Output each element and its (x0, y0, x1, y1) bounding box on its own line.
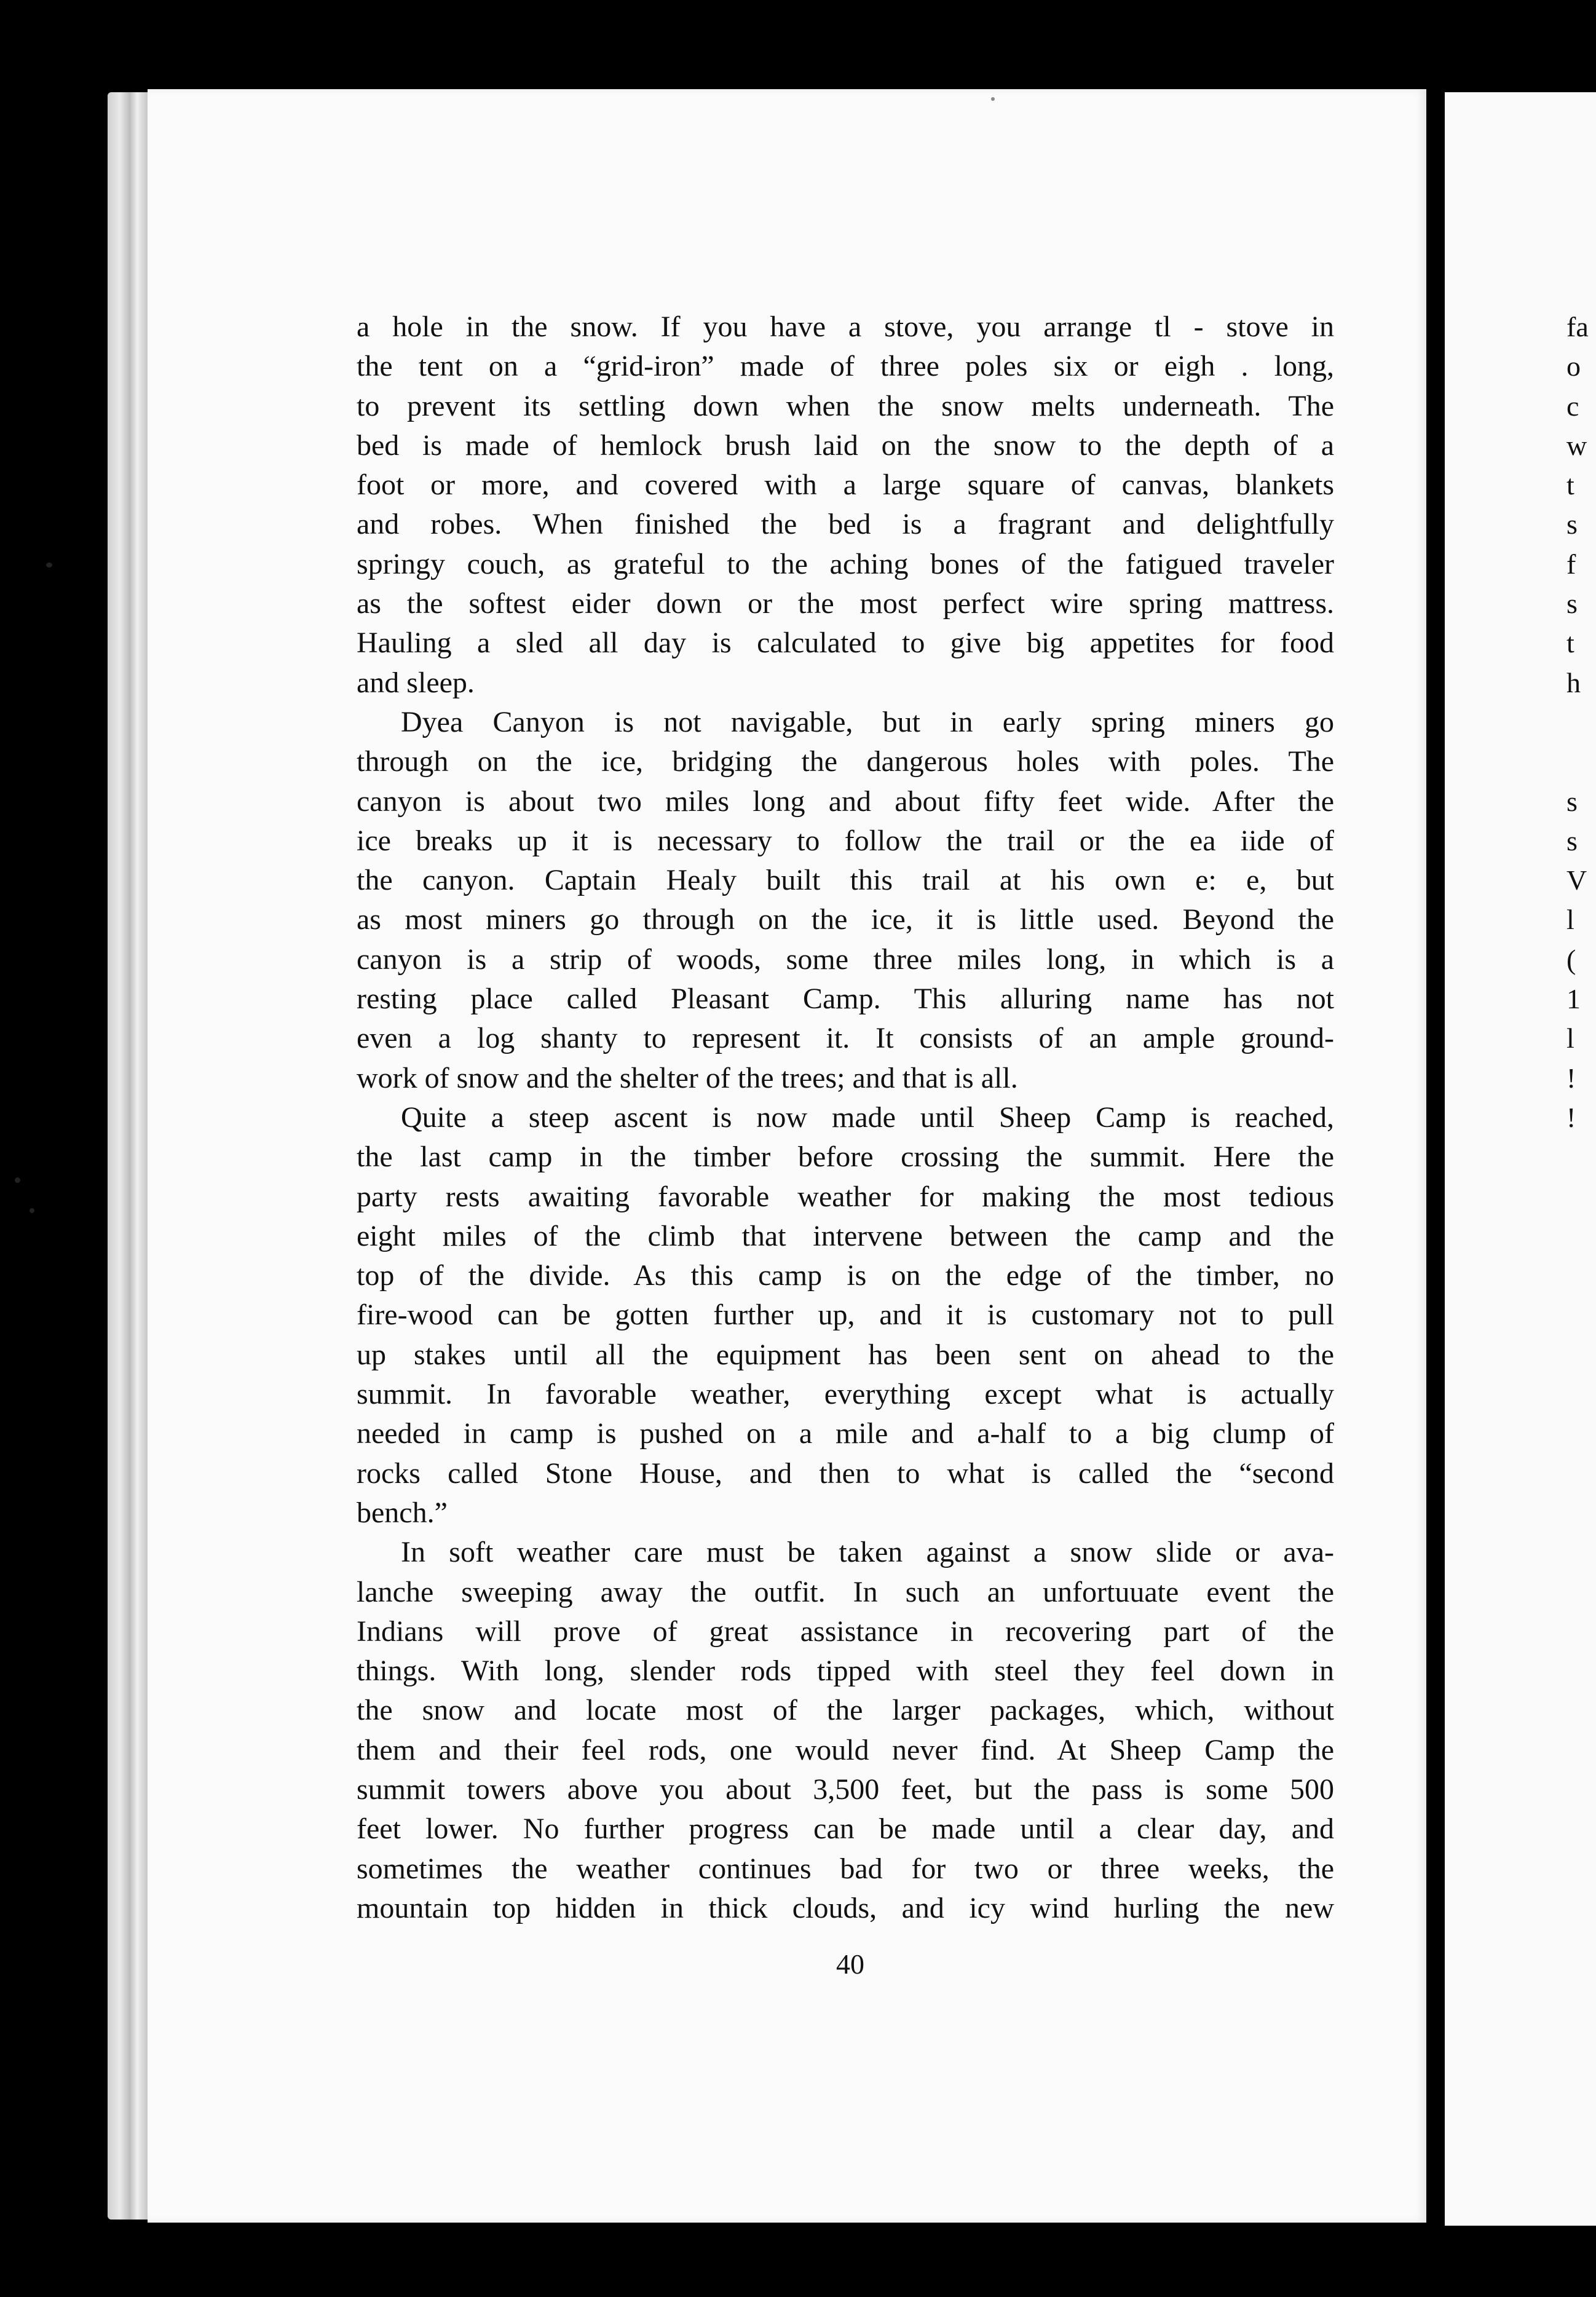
text-line: summit towers above you about 3,500 feet, but the pass is some 500 (357, 1773, 1334, 1806)
fragment-text: ( (1566, 943, 1576, 975)
text-line: fire-wood can be gotten further up, and it is customary not to pull (357, 1299, 1334, 1332)
paragraph-start: Dyea Canyon is not navigable, but in early spring miners go (401, 705, 1334, 738)
text-line: the snow and locate most of the larger packages, which, without (357, 1694, 1334, 1727)
fragment-text: l (1566, 1022, 1574, 1054)
text-line: as most miners go through on the ice, it is little used. Beyond the (357, 903, 1334, 936)
next-page-fragments (1566, 307, 1596, 1137)
fragment-text: s (1566, 508, 1578, 540)
text-line: the last camp in the timber before crossing the summit. Here the (357, 1141, 1334, 1174)
text-line: things. With long, slender rods tipped with steel they feel down in (357, 1655, 1334, 1688)
text-line: work of snow and the shelter of the trees; and that is all. (357, 1061, 1018, 1094)
text-line: lanche sweeping away the outfit. In such an unfortuuate event the (357, 1575, 1334, 1608)
text-line: top of the divide. As this camp is on the edge of the timber, no (357, 1259, 1334, 1292)
text-line: even a log shanty to represent it. It consists of an ample ground- (357, 1022, 1334, 1055)
text-line: Indians will prove of great assistance in recovering part of the (357, 1615, 1334, 1648)
text-line: needed in camp is pushed on a mile and a-half to a big clump of (357, 1417, 1334, 1450)
text-line: resting place called Pleasant Camp. This alluring name has not (357, 982, 1334, 1016)
text-line: feet lower. No further progress can be made until a clear day, and (357, 1813, 1334, 1846)
text-line: ice breaks up it is necessary to follow the trail or the ea iide of (357, 824, 1334, 857)
text-line: and sleep. (357, 666, 475, 699)
scan-speck (15, 1177, 20, 1183)
fragment-text: t (1566, 627, 1574, 659)
fragment-text: s (1566, 824, 1578, 856)
text-line: springy couch, as grateful to the aching bones of the fatigued traveler (357, 547, 1334, 580)
fragment-text: c (1566, 390, 1579, 422)
fragment-text: f (1566, 548, 1576, 580)
text-line: rocks called Stone House, and then to what is called the “second (357, 1457, 1334, 1490)
text-line: up stakes until all the equipment has been sent on ahead to the (357, 1338, 1334, 1371)
text-line: party rests awaiting favorable weather for making the most tedious (357, 1180, 1334, 1213)
fragment-text: h (1566, 666, 1581, 698)
text-line: summit. In favorable weather, everything except what is actually (357, 1378, 1334, 1411)
fragment-text: 1 (1566, 983, 1581, 1015)
fragment-text: ! (1566, 1062, 1576, 1094)
scan-speck (30, 1208, 34, 1213)
text-line: canyon is a strip of woods, some three miles long, in which is a (357, 943, 1334, 976)
text-line: mountain top hidden in thick clouds, and icy wind hurling the new (357, 1891, 1334, 1924)
text-line: a hole in the snow. If you have a stove, you arrange tl - stove in (357, 310, 1334, 343)
fragment-text: fa (1566, 311, 1589, 342)
paragraph-start: In soft weather care must be taken against a snow slide or ava- (401, 1536, 1334, 1569)
page-number: 40 (836, 1948, 864, 1980)
text-line: canyon is about two miles long and about fifty feet wide. After the (357, 785, 1334, 818)
text-line: them and their feel rods, one would never find. At Sheep Camp the (357, 1733, 1334, 1766)
text-line: through on the ice, bridging the dangerous holes with poles. The (357, 745, 1334, 778)
fragment-text: l (1566, 904, 1574, 936)
fragment-text: V (1566, 864, 1587, 896)
scan-speck (991, 97, 995, 101)
text-line: bed is made of hemlock brush laid on the snow to the depth of a (357, 429, 1334, 462)
text-line: Hauling a sled all day is calculated to give big appetites for food (357, 627, 1334, 660)
page-text (357, 307, 1334, 1928)
book-gutter (1426, 86, 1445, 2226)
text-line: eight miles of the climb that intervene between the camp and the (357, 1219, 1334, 1252)
text-line: bench.” (357, 1496, 448, 1529)
text-line: sometimes the weather continues bad for two or three weeks, the (357, 1852, 1334, 1885)
text-line: as the softest eider down or the most perfect wire spring mattress. (357, 587, 1334, 620)
text-line: to prevent its settling down when the snow melts underneath. The (357, 389, 1334, 422)
fragment-text: s (1566, 588, 1578, 620)
text-line: the tent on a “grid-iron” made of three poles six or eigh . long, (357, 350, 1334, 383)
fragment-text: o (1566, 350, 1581, 382)
text-line: the canyon. Captain Healy built this trail at his own e: e, but (357, 864, 1334, 897)
fragment-text: w (1566, 429, 1587, 461)
text-line: foot or more, and covered with a large square of canvas, blankets (357, 468, 1334, 502)
text-line: and robes. When finished the bed is a fragrant and delightfully (357, 508, 1334, 541)
fragment-text: t (1566, 469, 1574, 501)
scan-speck (46, 563, 52, 567)
paragraph-start: Quite a steep ascent is now made until Sheep Camp is reached, (401, 1101, 1334, 1134)
fragment-text: ! (1566, 1101, 1576, 1133)
fragment-text: s (1566, 785, 1578, 817)
